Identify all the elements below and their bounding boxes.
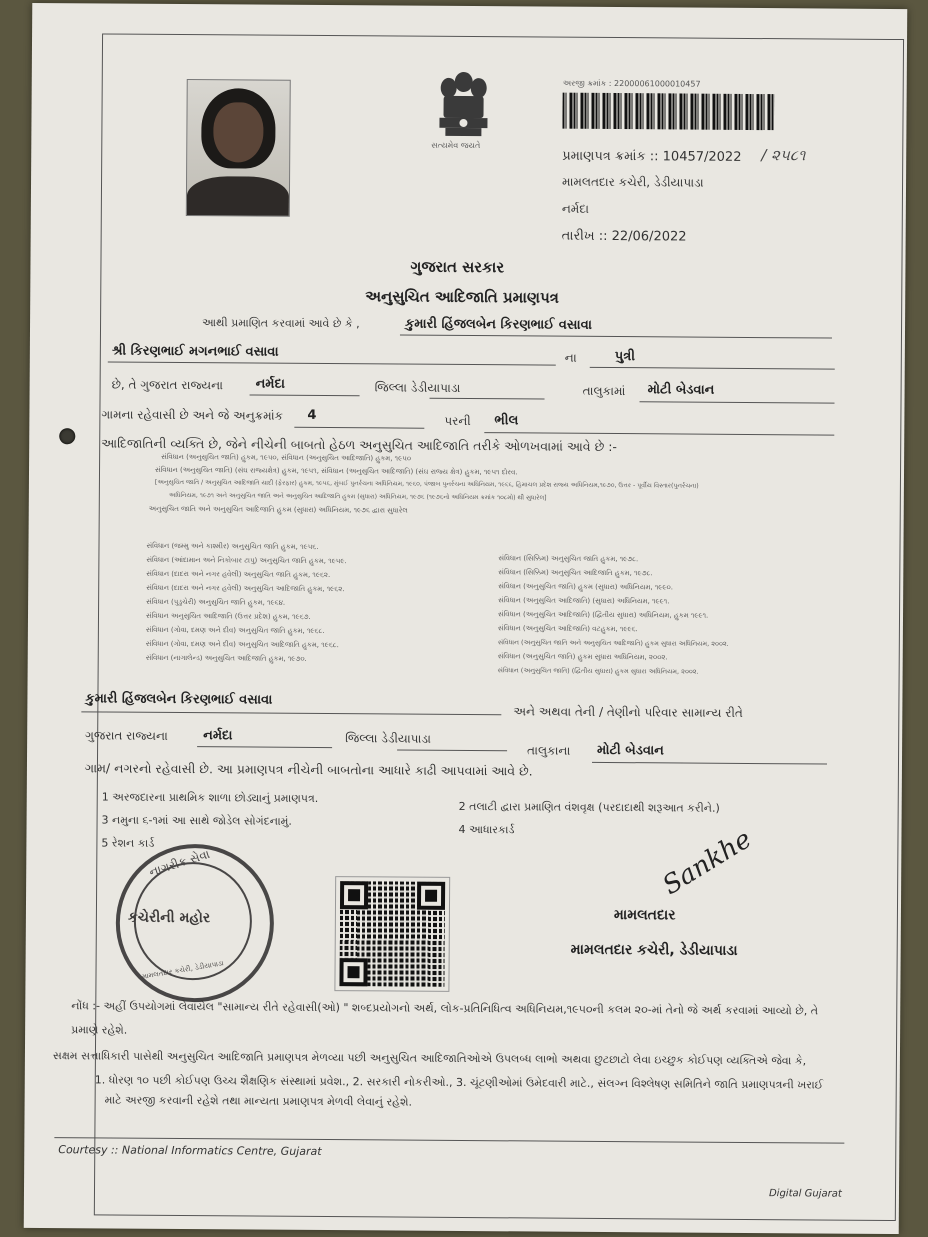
row8-text: ગામ/ નગરનો રહેવાસી છે. આ પ્રમાણપત્ર નીચેની બાબતોના આધારે કાઢી આપવામાં આવે છે.: [84, 760, 533, 779]
order-left-3: સંવિધાન (દાદરા અને નગર હવેલી) અનુસુચિત આદિજાતિ હુકમ, ૧૯૬૨.: [146, 583, 345, 594]
order-right-1: સંવિધાન (સિક્કિમ) અનુસુચિત આદિજાતિ હુકમ, ૧૯૭૮.: [498, 568, 653, 578]
row4-label1: ગામના રહેવાસી છે અને જે અનુક્રમાંક: [101, 407, 284, 423]
father-name: શ્રી કિરણભાઈ મગનભાઈ વસાવા: [111, 343, 279, 360]
order-right-5: સંવિધાન (અનુસુચિત આદિજાતિ) વટહુકમ, ૧૯૯૬.: [497, 624, 638, 634]
order-right-7: સંવિધાન (અનુસુચિત જાતિ) હુકમ સુધારા અધિનિયમ, ૨૦૦૨.: [497, 652, 668, 662]
seal-top-text: નાગરીક સેવા: [147, 846, 212, 880]
fine-print-4: અનુસુચિત જાતિ અને અનુસુચિત આદિજાતિ હુકમ (સુધારા) અધિનિયમ, ૧૯૭૬ દ્વારા સુધારેલ: [148, 504, 408, 515]
order-right-2: સંવિધાન (અનુસુચિત જાતિ) હુકમ (સુધારા) અધિનિયમ, ૧૯૯૦.: [498, 582, 674, 592]
row7-label3: તાલુકાના: [527, 743, 571, 758]
document-2: 2 તલાટી દ્વારા પ્રમાણિત વંશવૃક્ષ (પરદાદાથી શરૂઆત કરીને.): [458, 799, 720, 815]
order-left-1: સંવિધાન (આંદામાન અને નિકોબાર ટાપુ) અનુસુચિત જાતિ હુકમ, ૧૯૫૯.: [146, 555, 347, 566]
tribe-name: ભીલ: [494, 413, 519, 429]
order-right-4: સંવિધાન (અનુસુચિત આદિજાતિ) (દ્વિતીય સુધારા) અધિનિયમ, હુકમ ૧૯૯૧.: [498, 610, 709, 620]
para-line-1: સક્ષમ સત્તાધિકારી પાસેથી અનુસુચિત આદિજાતિ પ્રમાણપત્ર મેળવ્યા પછી અનુસુચિત આદિજાતિઓએ ઉપલબ્ધ લાભો અથવા છુટછાટો લેવા ઇચ્છુક કોઈપણ વ્યક્તિએ જેવા કે,: [52, 1049, 807, 1068]
row3-district: નર્મદા: [255, 376, 286, 392]
office-name-header: મામલતદાર કચેરી, ડેડીયાપાડા: [562, 174, 704, 190]
fine-print-2: [અનુસુચિત જાતિ / અનુસુચિત આદિજાતિ યાદી (ફેરફાર) હુકમ, ૧૯૫૬, મુંબઈ પુનર્રચના અધિનિયમ, ૧૯૬૦, પંજાબ પુનર્રચના અધિનિયમ, ૧૯૬૬, હિમાચલ પ્રદેશ રાજ્ય અધિનિયમ,૧૯૭૦, ઉત્તર - પૂર્વીય વિસ્તાર(પુનર્રચના): [154, 478, 699, 490]
footer-brand: Digital Gujarat: [768, 1188, 842, 1200]
certificate-title: અનુસુચિત આદિજાતિ પ્રમાણપત્ર: [365, 287, 560, 307]
row1-label: આથી પ્રમાણિત કરવામાં આવે છે કે ,: [202, 316, 360, 331]
fine-print-0: સંવિધાન (અનુસુચિત જાતિ) હુકમ, ૧૯૫૦, સંવિધાન (અનુસુચિત આદિજાતિ) હુકમ, ૧૯૫૦: [161, 452, 412, 463]
order-left-4: સંવિધાન (પુડુચેરી) અનુસુચિત જાતિ હુકમ, ૧૯૬૪.: [146, 597, 286, 607]
row4-number: 4: [307, 407, 317, 423]
row7-label2: જિલ્લા ડેડીયાપાડા: [345, 731, 431, 746]
office-seal: [115, 844, 274, 1003]
fine-print-1: સંવિધાન (અનુસુચિત જાતિ) (સંઘ રાજ્યક્ષેત્ર) હુકમ, ૧૯૫૧, સંવિધાન (અનુસુચિત આદિજાતિ) (સંઘ રાજ્ય ક્ષેત્ર) હુકમ, ૧૯૫૧ દોરવ.: [155, 465, 518, 477]
certificate-number: પ્રમાણપત્ર ક્રમાંક :: 10457/2022: [562, 148, 742, 165]
district-header: નર્મદા: [561, 201, 589, 216]
row7-label1: ગુજરાત રાજ્યના: [85, 728, 168, 743]
para-line-2: 1. ધોરણ ૧૦ પછી કોઈપણ ઉચ્ચ શૈક્ષણિક સંસ્થામાં પ્રવેશ., 2. સરકારી નોકરીઓ., 3. ચૂંટણીઓમાં ઉમેદવારી માટે., સંલગ્ન વિશ્લેષણ સમિતિને જાતિ પ્રમાણપત્રની ખરાઈ: [94, 1073, 824, 1092]
punch-hole-icon: [59, 428, 75, 444]
document-1: 1 અરજદારના પ્રાથમિક શાળા છોડ્યાનું પ્રમાણપત્ર.: [101, 790, 319, 805]
relation: પુત્રી: [614, 349, 636, 365]
courtesy-text: Courtesy :: National Informatics Centre, Gujarat: [58, 1143, 322, 1159]
row3-village: મોટી બેડવાન: [647, 382, 715, 398]
handwritten-note: / ૨૫૮૧: [761, 146, 806, 165]
document-3: 3 નમુના ૬-૧માં આ સાથે જોડેલ સોગંદનામું.: [101, 813, 292, 828]
verification-qr-code: [335, 877, 449, 991]
certificate-paper: [24, 3, 908, 1234]
order-left-0: સંવિધાન (જમ્મુ અને કાશ્મીર) અનુસુચિત જાતિ હુકમ, ૧૯૫૬.: [146, 541, 319, 551]
row3-label3: તાલુકામાં: [582, 383, 626, 399]
note-line-1: નોંધ :- અહીં ઉપયોગમાં લેવાયેલ "સામાન્ય રીતે રહેવાસી(ઓ) " શબ્દપ્રયોગનો અર્થ, લોક-પ્રતિનિધિત્વ અધિનિયમ,૧૯૫૦ની કલમ ૨૦-માં તેનો જે અર્થ કરવામાં આવ્યો છે, તે: [71, 999, 819, 1018]
signatory-office: મામલતદાર કચેરી, ડેડીયાપાડા: [570, 941, 738, 959]
row7-village: મોટી બેડવાન: [597, 742, 664, 759]
order-left-8: સંવિધાન (નાગાલેન્ડ) અનુસુચિત આદિજાતિ હુકમ, ૧૯૭૦.: [145, 653, 307, 663]
order-left-2: સંવિધાન (દાદરા અને નગર હવેલી) અનુસુચિત જાતિ હુકમ, ૧૯૬૨.: [146, 569, 331, 580]
signatory-title: મામલતદાર: [613, 907, 676, 924]
row6-name: કુમારી હિંજલબેન કિરણભાઈ વસાવા: [85, 691, 273, 708]
row7-district: નર્મદા: [203, 728, 233, 744]
order-right-6: સંવિધાન (અનુસુચિત જાતિ અને અનુસુચિત આદિજાતિ) હુકમ સુધારા અધિનિયમ, ૨૦૦૨.: [497, 638, 729, 648]
note-line-2: પ્રમાણે રહેશે.: [71, 1023, 128, 1037]
order-right-3: સંવિધાન (અનુસુચિત આદિજાતિ) (સુધારા) અધિનિયમ, ૧૯૯૧.: [498, 596, 670, 606]
row6-label: અને અથવા તેની / તેણીનો પરિવાર સામાન્ય રીતે: [513, 704, 743, 720]
row4-label2: પરની: [444, 413, 471, 429]
applicant-name: કુમારી હિંજલબેન કિરણભાઈ વસાવા: [405, 316, 592, 333]
para-line-3: માટે અરજી કરવાની રહેશે તથા માન્યતા પ્રમાણપત્ર મેળવી લેવાનું રહેશે.: [104, 1093, 413, 1109]
row5-text: આદિજાતિની વ્યક્તિ છે, જેને નીચેની બાબતો હેઠળ અનુસુચિત આદિજાતિ તરીકે ઓળખવામાં આવે છે :-: [101, 435, 618, 455]
order-right-8: સંવિધાન (અનુસુચિત જાતિ) (દ્વિતીય સુધારા) હુકમ સુધારા અધિનિયમ, ૨૦૦૨.: [497, 666, 699, 676]
serial-number: અરજી ક્રમાંક : 22000061000010457: [562, 78, 701, 89]
row2-label: ના: [564, 350, 577, 365]
order-left-6: સંવિધાન (ગોવા, દમણ અને દીવ) અનુસુચિત જાતિ હુકમ, ૧૯૬૮.: [145, 625, 325, 636]
seal-bottom-text: મામલતદાર કચેરી, ડેડીયાપાડા: [141, 959, 225, 981]
order-right-0: સંવિધાન (સિક્કિમ) અનુસુચિત જાતિ હુકમ, ૧૯૭૮.: [498, 554, 639, 564]
row3-label2: જિલ્લા ડેડીયાપાડા: [374, 380, 461, 395]
fine-print-3: અધિનિયમ, ૧૯૭૧ અને અનુસુચિત જાતિ અને અનુસુચિત આદિજાતિ હુકમ (સુધારા) અધિનિયમ, ૧૯૭૬ (૧૯૭૬નો અધિનિયમ ક્રમાંક ૧૦૮મો) થી સુધારેલ]: [168, 491, 547, 502]
order-left-5: સંવિધાન અનુસુચિત આદિજાતિ (ઉત્તર પ્રદેશ) હુકમ, ૧૯૬૭.: [145, 611, 311, 621]
document-5: 5 રેશન કાર્ડ: [101, 836, 155, 850]
emblem-motto: સત્યમેવ જયતે: [431, 140, 481, 151]
government-heading: ગુજરાત સરકાર: [410, 257, 505, 277]
official-signature: Sankhe: [657, 824, 757, 902]
applicant-photo: [186, 79, 291, 217]
seal-middle-text: કચેરીની મહોર: [127, 909, 211, 927]
barcode: [562, 93, 774, 130]
issue-date: તારીખ :: 22/06/2022: [561, 228, 687, 245]
row3-label1: છે, તે ગુજરાત રાજ્યના: [111, 377, 224, 393]
document-4: 4 આધારકાર્ડ: [458, 822, 515, 837]
order-left-7: સંવિધાન (ગોવા, દમણ અને દીવ) અનુસુચિત આદિજાતિ હુકમ, ૧૯૬૮.: [145, 639, 339, 650]
